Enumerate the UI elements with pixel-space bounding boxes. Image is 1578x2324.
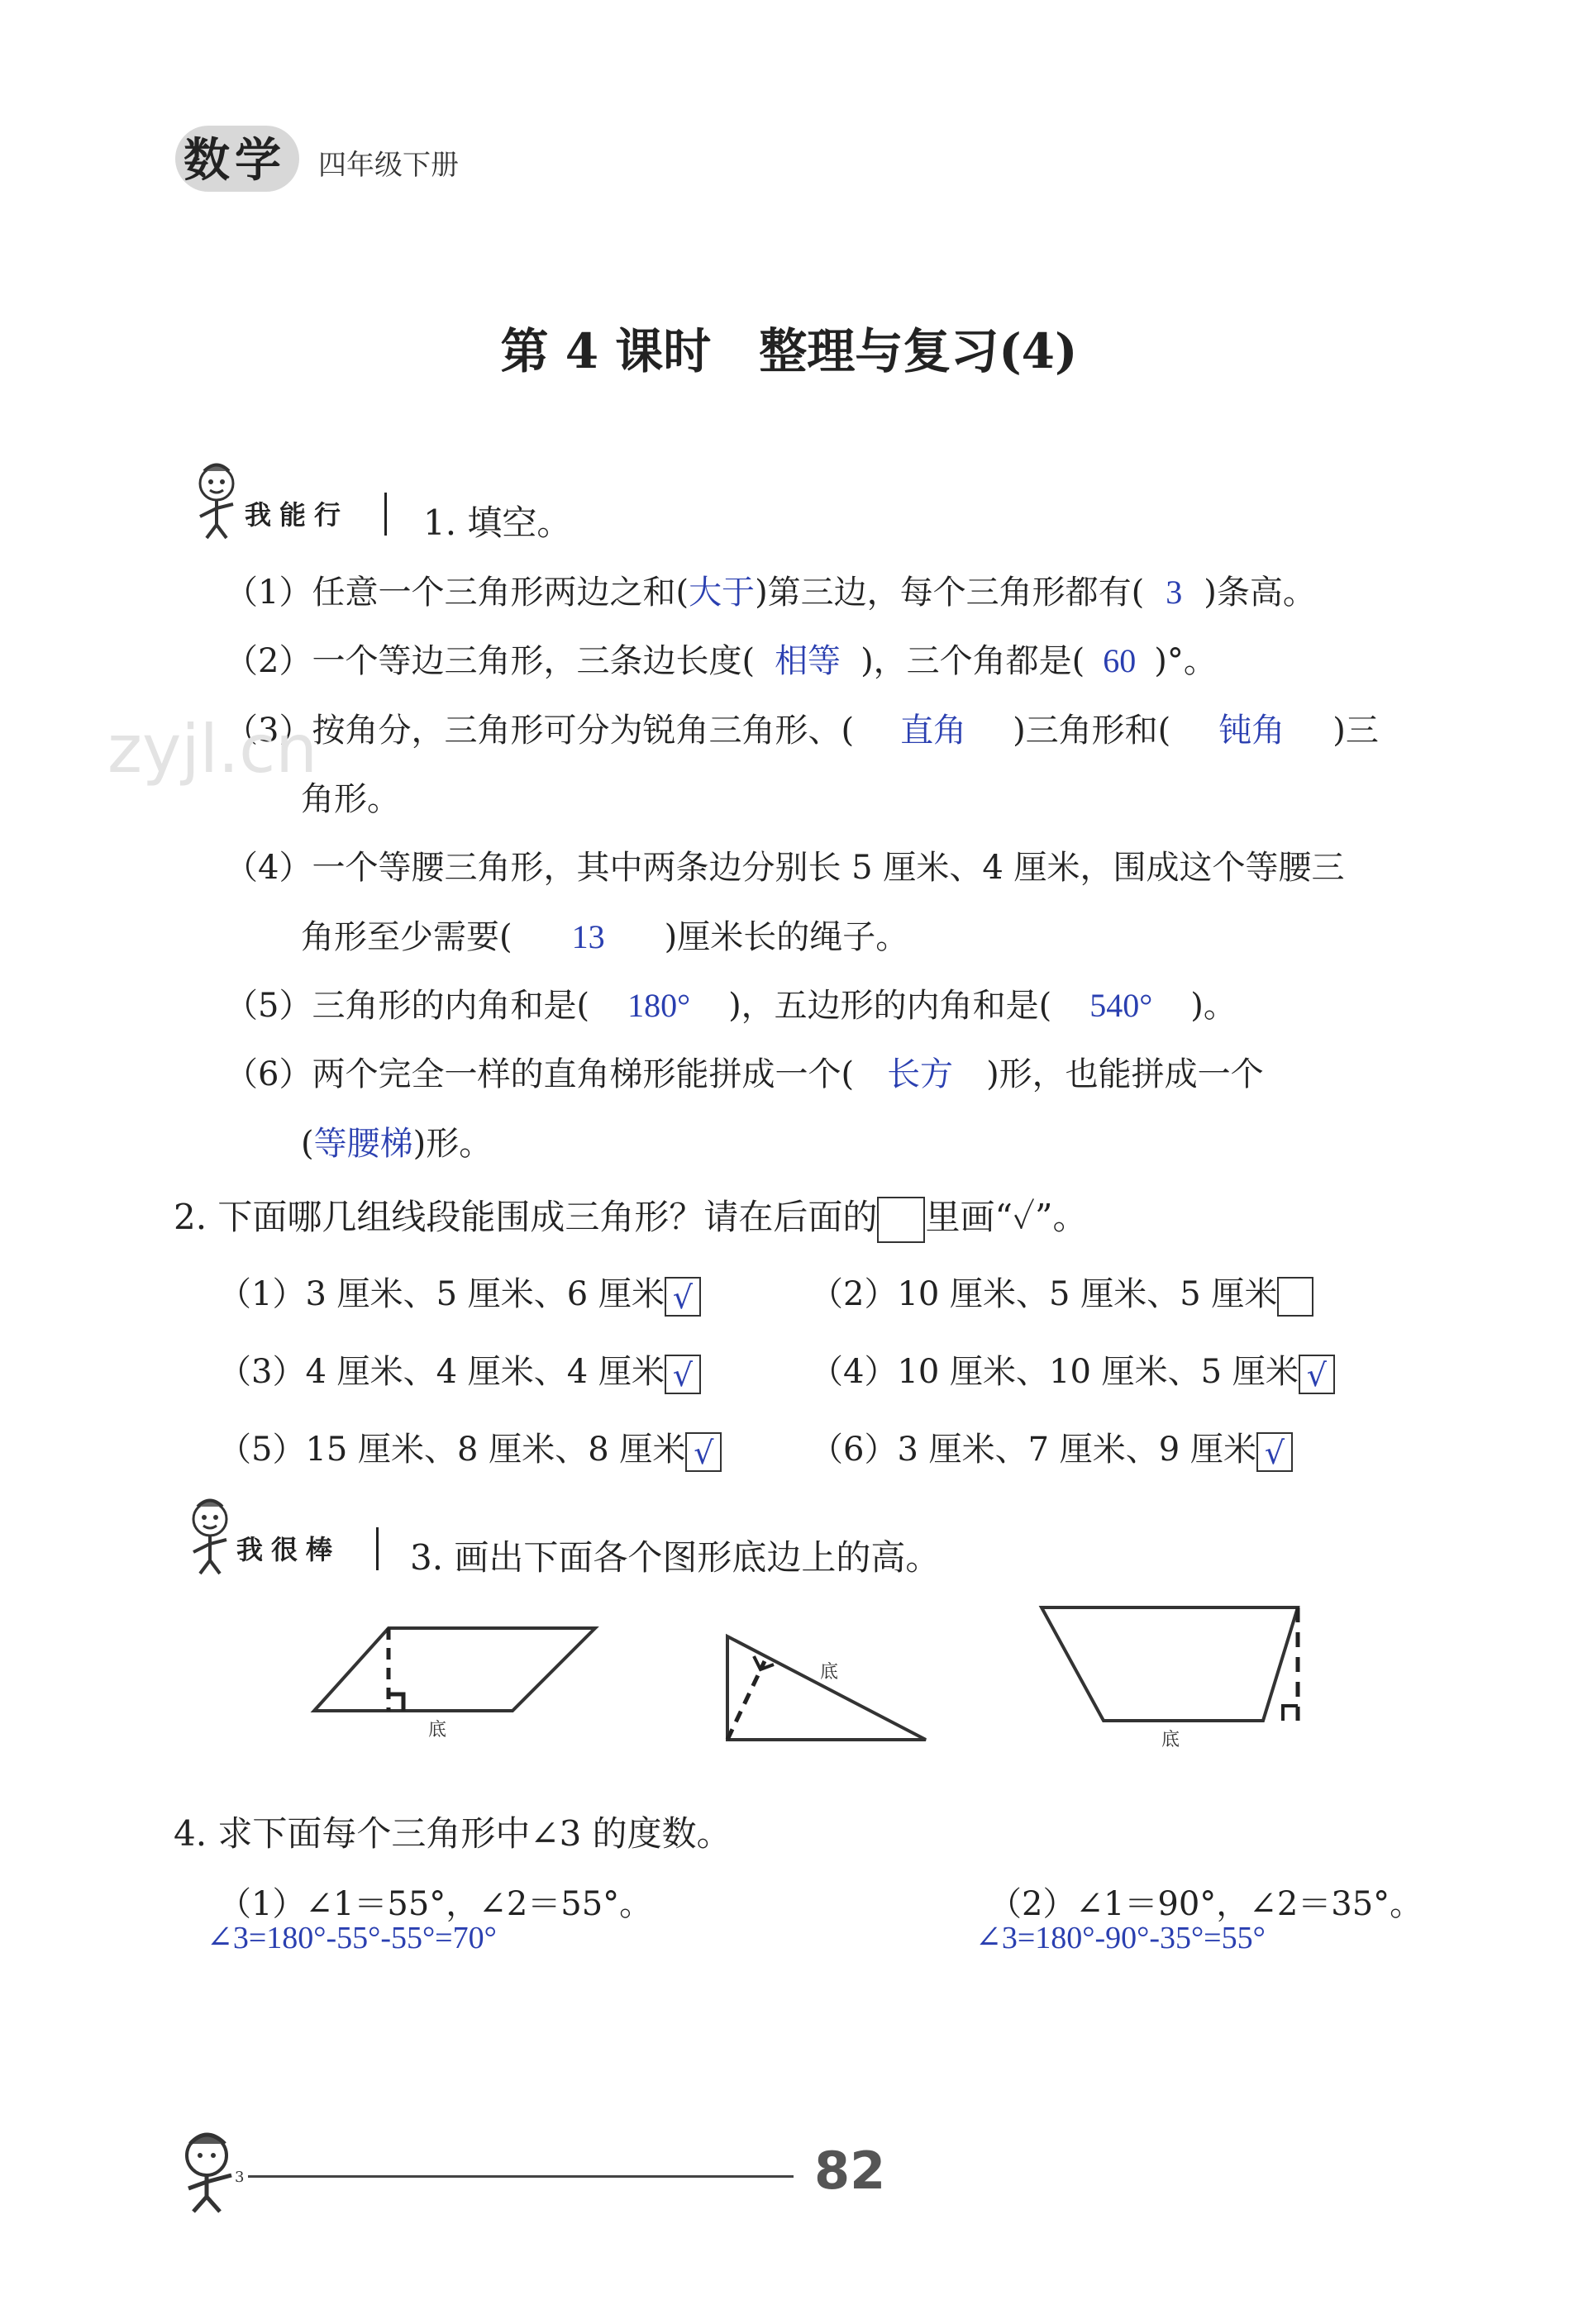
q4-answer-2: ∠3=180°-90°-35°=55° bbox=[975, 1921, 1266, 1955]
q2-item-5: （5）15 厘米、8 厘米、8 厘米 √ bbox=[218, 1423, 722, 1472]
mascot-icon bbox=[177, 1494, 243, 1577]
q1-line2: （2）一个等边三角形，三条边长度( 相等 )，三个角都是( 60 )°。 bbox=[225, 642, 1217, 680]
q2-checkbox-2[interactable] bbox=[1277, 1277, 1313, 1317]
svg-text:3: 3 bbox=[235, 2169, 245, 2186]
section-tag-2: 我很棒 bbox=[236, 1534, 341, 1565]
q1-title: 1. 填空。 bbox=[423, 502, 572, 543]
footer-line bbox=[248, 2175, 794, 2178]
q1-line3-cont: 角形。 bbox=[301, 780, 400, 818]
trapezoid-shape bbox=[1042, 1607, 1298, 1721]
q4-part2: （2）∠1＝90°，∠2＝35°。 bbox=[989, 1885, 1423, 1923]
q2-checkbox-1[interactable]: √ bbox=[665, 1277, 701, 1317]
q2-item-2: （2）10 厘米、5 厘米、5 厘米 bbox=[810, 1268, 1313, 1317]
q1-answer-4: 13 bbox=[571, 918, 605, 955]
q1-answer-2b: 60 bbox=[1103, 642, 1137, 679]
q2-title: 2. 下面哪几组线段能围成三角形？请在后面的 里画“✓”。 bbox=[174, 1190, 1087, 1243]
trapezoid-base-label: 底 bbox=[1161, 1730, 1180, 1750]
triangle-base-label: 底 bbox=[820, 1662, 839, 1683]
q2-item-3: （3）4 厘米、4 厘米、4 厘米 √ bbox=[218, 1345, 701, 1394]
q3-figures bbox=[298, 1587, 1339, 1777]
q1-line3: （3）按角分，三角形可分为锐角三角形、( 直角 )三角形和( 钝角 )三 bbox=[225, 712, 1379, 750]
q2-item-1: （1）3 厘米、5 厘米、6 厘米 √ bbox=[218, 1268, 701, 1317]
q1-line5: （5）三角形的内角和是( 180° )，五边形的内角和是( 540° )。 bbox=[225, 987, 1237, 1025]
q1-answer-3b: 钝角 bbox=[1218, 712, 1285, 749]
parallelogram-shape bbox=[314, 1628, 595, 1711]
q1-answer-5a: 180° bbox=[627, 987, 691, 1024]
q1-answer-2a: 相等 bbox=[775, 642, 841, 679]
q1-answer-6b: 等腰梯 bbox=[313, 1125, 413, 1162]
q2-item-6: （6）3 厘米、7 厘米、9 厘米 √ bbox=[810, 1423, 1293, 1472]
q1-answer-3a: 直角 bbox=[900, 712, 967, 749]
footer-mascot-icon bbox=[165, 2124, 256, 2215]
q1-answer-1a: 大于 bbox=[689, 574, 756, 611]
parallelogram-base-label: 底 bbox=[428, 1720, 447, 1741]
section-divider-2 bbox=[376, 1527, 379, 1570]
q4-part1: （1）∠1＝55°，∠2＝55°。 bbox=[218, 1885, 653, 1923]
q1-answer-5b: 540° bbox=[1089, 987, 1153, 1024]
q2-checkbox-5[interactable]: √ bbox=[685, 1432, 722, 1472]
q2-checkbox-3[interactable]: √ bbox=[665, 1355, 701, 1394]
q1-line6-cont: (等腰梯)形。 bbox=[301, 1125, 493, 1163]
q4-answer-1: ∠3=180°-55°-55°=70° bbox=[207, 1921, 497, 1955]
subject-title: 数学 bbox=[184, 134, 286, 188]
q1-line4: （4）一个等腰三角形，其中两条边分别长 5 厘米、4 厘米，围成这个等腰三 bbox=[225, 849, 1345, 887]
q2-checkbox-4[interactable]: √ bbox=[1299, 1355, 1335, 1394]
q4-title: 4. 求下面每个三角形中∠3 的度数。 bbox=[174, 1813, 732, 1854]
q3-title: 3. 画出下面各个图形底边上的高。 bbox=[410, 1537, 941, 1578]
q1-line4-cont: 角形至少需要( 13 )厘米长的绳子。 bbox=[301, 918, 909, 956]
q1-answer-6a: 长方 bbox=[887, 1055, 954, 1093]
q1-answer-1b: 3 bbox=[1166, 574, 1183, 611]
page-number: 82 bbox=[814, 2141, 886, 2201]
q2-checkbox-6[interactable]: √ bbox=[1256, 1432, 1293, 1472]
q1-line1: （1）任意一个三角形两边之和(大于)第三边，每个三角形都有( 3 )条高。 bbox=[225, 574, 1316, 612]
triangle-shape bbox=[727, 1636, 926, 1740]
watermark: zyjl.cn bbox=[107, 711, 317, 788]
section-tag-1: 我能行 bbox=[245, 499, 350, 531]
lesson-title: 第 4 课时 整理与复习(4) bbox=[500, 323, 1078, 379]
sample-checkbox bbox=[877, 1197, 925, 1243]
mascot-icon bbox=[184, 459, 250, 541]
q1-line6: （6）两个完全一样的直角梯形能拼成一个( 长方 )形，也能拼成一个 bbox=[225, 1055, 1264, 1093]
triangle-height bbox=[727, 1661, 765, 1740]
grade-label: 四年级下册 bbox=[318, 149, 459, 182]
section-divider-1 bbox=[384, 493, 387, 536]
q2-item-4: （4）10 厘米、10 厘米、5 厘米 √ bbox=[810, 1345, 1335, 1394]
